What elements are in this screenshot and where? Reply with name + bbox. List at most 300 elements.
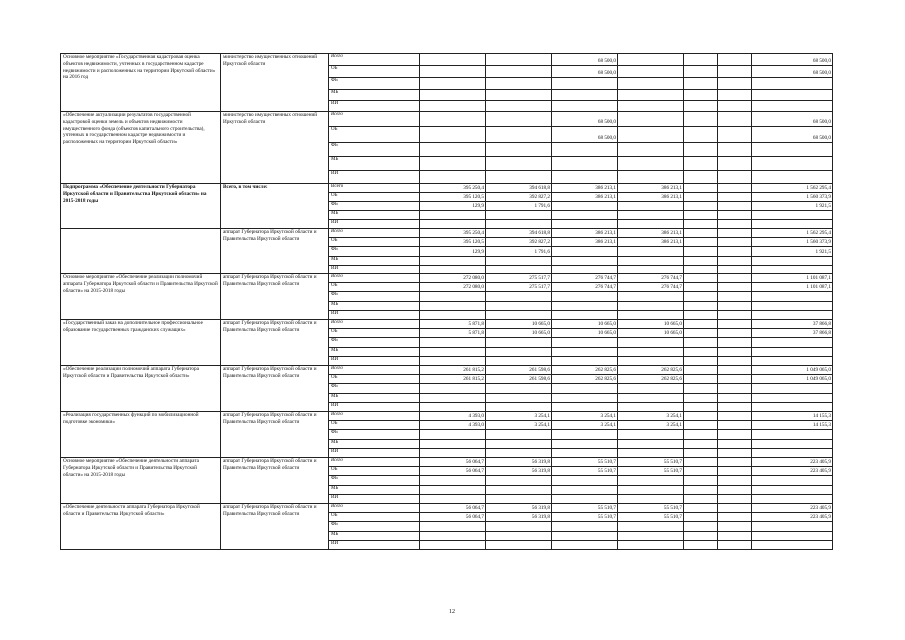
- amount-cell: [552, 157, 618, 171]
- amount-cell: [684, 54, 718, 66]
- amount-cell: [752, 157, 833, 171]
- amount-cell: [718, 90, 752, 101]
- funding-source-cell: ФБ: [329, 292, 420, 302]
- amount-cell: [752, 384, 833, 394]
- amount-cell: [684, 495, 718, 504]
- amount-cell: [420, 348, 486, 357]
- amount-cell: 3 254,1: [552, 421, 618, 430]
- funding-source-cell: Всего: [329, 504, 420, 513]
- amount-cell: [684, 394, 718, 403]
- amount-cell: 386 213,1: [552, 193, 618, 202]
- amount-cell: [718, 338, 752, 348]
- amount-cell: [684, 143, 718, 157]
- amount-cell: 1 921,5: [752, 202, 833, 211]
- amount-cell: 1 101 087,1: [752, 283, 833, 292]
- activity-title: «Обеспечение деятельности аппарата Губернатора Иркутской области и Правительства Иркутской области»: [61, 504, 221, 550]
- amount-cell: 1 791,6: [486, 247, 552, 257]
- amount-cell: [420, 430, 486, 440]
- amount-cell: [684, 412, 718, 421]
- amount-cell: [718, 211, 752, 220]
- amount-cell: [718, 193, 752, 202]
- amount-cell: [618, 449, 684, 458]
- amount-cell: 55 510,7: [552, 504, 618, 513]
- amount-cell: 223 405,9: [752, 513, 833, 522]
- activity-title: «Реализация государственных функций по мобилизационной подготовке экономики»: [61, 412, 221, 458]
- amount-cell: 275 517,7: [486, 283, 552, 292]
- amount-cell: [718, 467, 752, 476]
- amount-cell: 223 405,9: [752, 458, 833, 467]
- amount-cell: [718, 127, 752, 143]
- amount-cell: 392 827,2: [486, 238, 552, 247]
- amount-cell: [718, 329, 752, 338]
- amount-cell: [718, 366, 752, 375]
- amount-cell: [684, 513, 718, 522]
- amount-cell: [684, 504, 718, 513]
- amount-cell: [552, 220, 618, 229]
- amount-cell: 395 120,5: [420, 193, 486, 202]
- amount-cell: [420, 384, 486, 394]
- amount-cell: 223 405,9: [752, 467, 833, 476]
- amount-cell: [618, 384, 684, 394]
- funding-source-cell: ИИ: [329, 495, 420, 504]
- amount-cell: [618, 127, 684, 143]
- funding-source-cell: Всего: [329, 412, 420, 421]
- executor-cell: аппарат Губернатора Иркутской области и Правительства Иркутской области: [221, 458, 329, 504]
- funding-source-cell: МБ: [329, 90, 420, 101]
- amount-cell: 1 560 373,9: [752, 238, 833, 247]
- executor-cell: аппарат Губернатора Иркутской области и Правительства Иркутской области: [221, 320, 329, 366]
- amount-cell: [420, 486, 486, 495]
- amount-cell: [486, 476, 552, 486]
- amount-cell: 55 510,7: [618, 513, 684, 522]
- amount-cell: [486, 266, 552, 274]
- amount-cell: [486, 541, 552, 550]
- amount-cell: [420, 257, 486, 266]
- amount-cell: [684, 78, 718, 90]
- amount-cell: [552, 90, 618, 101]
- amount-cell: [618, 66, 684, 78]
- amount-cell: [618, 157, 684, 171]
- amount-cell: 275 517,7: [486, 274, 552, 283]
- amount-cell: [684, 476, 718, 486]
- amount-cell: [684, 202, 718, 211]
- amount-cell: [618, 394, 684, 403]
- amount-cell: [752, 541, 833, 550]
- amount-cell: 272 080,0: [420, 283, 486, 292]
- amount-cell: [618, 171, 684, 184]
- amount-cell: 261 815,2: [420, 375, 486, 384]
- amount-cell: [684, 329, 718, 338]
- amount-cell: [684, 320, 718, 329]
- amount-cell: [420, 522, 486, 532]
- amount-cell: 68 500,0: [552, 54, 618, 66]
- amount-cell: 10 665,0: [486, 329, 552, 338]
- amount-cell: [752, 338, 833, 348]
- amount-cell: [618, 143, 684, 157]
- amount-cell: [618, 338, 684, 348]
- amount-cell: [684, 532, 718, 541]
- amount-cell: [684, 101, 718, 112]
- amount-cell: [684, 338, 718, 348]
- amount-cell: [752, 78, 833, 90]
- table-row: [61, 274, 833, 283]
- funding-source-cell: Всего: [329, 458, 420, 467]
- amount-cell: [420, 292, 486, 302]
- amount-cell: [420, 394, 486, 403]
- amount-cell: [486, 220, 552, 229]
- amount-cell: 10 665,0: [618, 329, 684, 338]
- amount-cell: [718, 320, 752, 329]
- funding-source-cell: Всего: [329, 366, 420, 375]
- amount-cell: [684, 467, 718, 476]
- amount-cell: [684, 458, 718, 467]
- amount-cell: [752, 302, 833, 311]
- amount-cell: [684, 357, 718, 366]
- amount-cell: [718, 513, 752, 522]
- executor-cell: аппарат Губернатора Иркутской области и Правительства Иркутской области: [221, 412, 329, 458]
- funding-source-cell: ОБ: [329, 127, 420, 143]
- funding-source-cell: Всего: [329, 184, 420, 193]
- executor-cell: аппарат Губернатора Иркутской области и Правительства Иркутской области: [221, 229, 329, 274]
- amount-cell: [552, 202, 618, 211]
- amount-cell: [420, 338, 486, 348]
- amount-cell: [618, 54, 684, 66]
- funding-source-cell: МБ: [329, 211, 420, 220]
- amount-cell: [684, 266, 718, 274]
- funding-source-cell: ИИ: [329, 220, 420, 229]
- amount-cell: [718, 274, 752, 283]
- amount-cell: [684, 522, 718, 532]
- amount-cell: [752, 257, 833, 266]
- funding-source-cell: МБ: [329, 302, 420, 311]
- funding-source-cell: МБ: [329, 157, 420, 171]
- amount-cell: [718, 54, 752, 66]
- funding-source-cell: ФБ: [329, 247, 420, 257]
- amount-cell: 37 866,8: [752, 320, 833, 329]
- amount-cell: [718, 384, 752, 394]
- funding-source-cell: ИИ: [329, 171, 420, 184]
- amount-cell: 56 319,8: [486, 504, 552, 513]
- amount-cell: [486, 171, 552, 184]
- table-row: [61, 458, 833, 467]
- amount-cell: [552, 430, 618, 440]
- funding-source-cell: ФБ: [329, 338, 420, 348]
- amount-cell: [684, 403, 718, 412]
- funding-source-cell: ИИ: [329, 101, 420, 112]
- amount-cell: 10 665,0: [486, 320, 552, 329]
- amount-cell: [718, 403, 752, 412]
- amount-cell: [684, 257, 718, 266]
- amount-cell: [684, 184, 718, 193]
- amount-cell: 56 319,8: [486, 467, 552, 476]
- amount-cell: [486, 66, 552, 78]
- funding-source-cell: ИИ: [329, 541, 420, 550]
- amount-cell: 56 319,8: [486, 458, 552, 467]
- funding-source-cell: ОБ: [329, 238, 420, 247]
- amount-cell: [552, 78, 618, 90]
- amount-cell: [618, 403, 684, 412]
- amount-cell: 261 598,6: [486, 366, 552, 375]
- amount-cell: [718, 143, 752, 157]
- amount-cell: [552, 302, 618, 311]
- amount-cell: 10 665,0: [552, 320, 618, 329]
- amount-cell: [684, 211, 718, 220]
- funding-source-cell: ОБ: [329, 421, 420, 430]
- amount-cell: 5 871,8: [420, 320, 486, 329]
- amount-cell: [684, 421, 718, 430]
- table-row: [61, 54, 833, 66]
- amount-cell: 10 665,0: [618, 320, 684, 329]
- amount-cell: 386 213,1: [618, 238, 684, 247]
- amount-cell: [684, 229, 718, 238]
- amount-cell: [552, 211, 618, 220]
- amount-cell: [486, 143, 552, 157]
- amount-cell: 276 744,7: [618, 283, 684, 292]
- amount-cell: [486, 403, 552, 412]
- amount-cell: [684, 541, 718, 550]
- amount-cell: [486, 54, 552, 66]
- amount-cell: 1 921,5: [752, 247, 833, 257]
- amount-cell: [618, 202, 684, 211]
- amount-cell: 3 254,1: [486, 421, 552, 430]
- amount-cell: [752, 522, 833, 532]
- amount-cell: [752, 292, 833, 302]
- amount-cell: [752, 311, 833, 320]
- amount-cell: 129,9: [420, 247, 486, 257]
- amount-cell: 68 500,0: [752, 66, 833, 78]
- amount-cell: [718, 157, 752, 171]
- amount-cell: [552, 257, 618, 266]
- amount-cell: [684, 274, 718, 283]
- amount-cell: [752, 476, 833, 486]
- amount-cell: 395 250,4: [420, 229, 486, 238]
- amount-cell: [552, 357, 618, 366]
- amount-cell: [420, 532, 486, 541]
- amount-cell: [618, 495, 684, 504]
- amount-cell: [752, 430, 833, 440]
- amount-cell: 56 064,7: [420, 504, 486, 513]
- amount-cell: 3 254,1: [486, 412, 552, 421]
- funding-source-cell: Всего: [329, 229, 420, 238]
- amount-cell: [718, 375, 752, 384]
- amount-cell: [752, 143, 833, 157]
- amount-cell: [552, 541, 618, 550]
- amount-cell: 1 101 087,1: [752, 274, 833, 283]
- amount-cell: [486, 90, 552, 101]
- amount-cell: [718, 458, 752, 467]
- amount-cell: [420, 266, 486, 274]
- amount-cell: [752, 348, 833, 357]
- amount-cell: [718, 495, 752, 504]
- funding-source-cell: МБ: [329, 532, 420, 541]
- amount-cell: [684, 127, 718, 143]
- amount-cell: 37 866,8: [752, 329, 833, 338]
- table-body: [61, 54, 833, 550]
- amount-cell: 56 064,7: [420, 458, 486, 467]
- amount-cell: [552, 143, 618, 157]
- amount-cell: [684, 440, 718, 449]
- funding-source-cell: ФБ: [329, 143, 420, 157]
- amount-cell: [752, 403, 833, 412]
- amount-cell: [552, 449, 618, 458]
- amount-cell: [618, 522, 684, 532]
- funding-source-cell: ИИ: [329, 266, 420, 274]
- amount-cell: [618, 220, 684, 229]
- amount-cell: 386 213,1: [552, 238, 618, 247]
- amount-cell: 1 562 295,4: [752, 229, 833, 238]
- amount-cell: [752, 220, 833, 229]
- amount-cell: [618, 348, 684, 357]
- amount-cell: 272 080,0: [420, 274, 486, 283]
- amount-cell: [420, 440, 486, 449]
- amount-cell: [486, 157, 552, 171]
- amount-cell: [618, 476, 684, 486]
- funding-source-cell: ИИ: [329, 449, 420, 458]
- table-row: [61, 412, 833, 421]
- amount-cell: [618, 440, 684, 449]
- amount-cell: [420, 302, 486, 311]
- amount-cell: [684, 112, 718, 127]
- amount-cell: [486, 532, 552, 541]
- amount-cell: 276 744,7: [552, 283, 618, 292]
- amount-cell: [718, 247, 752, 257]
- amount-cell: [718, 311, 752, 320]
- funding-source-cell: Всего: [329, 54, 420, 66]
- amount-cell: [752, 90, 833, 101]
- amount-cell: 14 155,3: [752, 412, 833, 421]
- executor-cell: аппарат Губернатора Иркутской области и Правительства Иркутской области: [221, 366, 329, 412]
- amount-cell: [486, 522, 552, 532]
- amount-cell: [718, 220, 752, 229]
- amount-cell: [486, 292, 552, 302]
- amount-cell: [752, 266, 833, 274]
- amount-cell: 3 254,1: [618, 412, 684, 421]
- amount-cell: [618, 486, 684, 495]
- amount-cell: [718, 238, 752, 247]
- funding-source-cell: Всего: [329, 274, 420, 283]
- amount-cell: 386 213,1: [618, 184, 684, 193]
- funding-table: [60, 53, 833, 550]
- activity-title: «Государственный заказ на дополнительное профессиональное образование государственных гражданских служащих»: [61, 320, 221, 366]
- amount-cell: [486, 357, 552, 366]
- amount-cell: [684, 238, 718, 247]
- table-row: [61, 229, 833, 238]
- amount-cell: [718, 202, 752, 211]
- table-row: [61, 184, 833, 193]
- amount-cell: [552, 495, 618, 504]
- funding-source-cell: ОБ: [329, 283, 420, 292]
- amount-cell: 1 560 373,9: [752, 193, 833, 202]
- funding-source-cell: ОБ: [329, 513, 420, 522]
- activity-title: Подпрограмма «Обеспечение деятельности Губернатора Иркутской области и Правительства Иркутской области» на 2015-2018 годы: [61, 184, 221, 229]
- executor-cell: Всего, в том числе:: [221, 184, 329, 229]
- amount-cell: 14 155,3: [752, 421, 833, 430]
- executor-cell: министерство имущественных отношений Иркутской области: [221, 54, 329, 112]
- amount-cell: 55 510,7: [552, 458, 618, 467]
- funding-source-cell: ОБ: [329, 375, 420, 384]
- amount-cell: [618, 90, 684, 101]
- amount-cell: [552, 292, 618, 302]
- amount-cell: 262 825,6: [552, 366, 618, 375]
- amount-cell: [684, 311, 718, 320]
- amount-cell: [718, 292, 752, 302]
- executor-cell: аппарат Губернатора Иркутской области и Правительства Иркутской области: [221, 274, 329, 320]
- amount-cell: [684, 171, 718, 184]
- amount-cell: [552, 522, 618, 532]
- page-number: 12: [449, 609, 455, 615]
- executor-cell: министерство имущественных отношений Иркутской области: [221, 112, 329, 184]
- amount-cell: 55 510,7: [618, 504, 684, 513]
- amount-cell: [486, 338, 552, 348]
- amount-cell: [618, 292, 684, 302]
- amount-cell: [552, 403, 618, 412]
- amount-cell: 386 213,1: [618, 193, 684, 202]
- amount-cell: [684, 283, 718, 292]
- amount-cell: [486, 394, 552, 403]
- amount-cell: [752, 449, 833, 458]
- amount-cell: [684, 157, 718, 171]
- amount-cell: [684, 375, 718, 384]
- amount-cell: 1 562 295,4: [752, 184, 833, 193]
- funding-source-cell: МБ: [329, 440, 420, 449]
- amount-cell: [420, 220, 486, 229]
- amount-cell: 68 500,0: [752, 54, 833, 66]
- amount-cell: [718, 266, 752, 274]
- amount-cell: 394 618,8: [486, 184, 552, 193]
- funding-source-cell: МБ: [329, 348, 420, 357]
- amount-cell: [552, 348, 618, 357]
- activity-title: Основное мероприятие «Обеспечение реализации полномочий аппарата Губернатора Иркутской области и Правительства Иркутской области» на 2015-2018 годы: [61, 274, 221, 320]
- funding-source-cell: ИИ: [329, 403, 420, 412]
- amount-cell: 262 825,6: [618, 366, 684, 375]
- amount-cell: [618, 532, 684, 541]
- amount-cell: [718, 348, 752, 357]
- amount-cell: [752, 486, 833, 495]
- amount-cell: [552, 476, 618, 486]
- amount-cell: [718, 283, 752, 292]
- amount-cell: 4 393,0: [420, 421, 486, 430]
- amount-cell: [552, 486, 618, 495]
- funding-source-cell: ИИ: [329, 311, 420, 320]
- amount-cell: [752, 171, 833, 184]
- amount-cell: [752, 211, 833, 220]
- amount-cell: [618, 101, 684, 112]
- amount-cell: 68 500,0: [552, 127, 618, 143]
- amount-cell: [718, 171, 752, 184]
- amount-cell: [618, 247, 684, 257]
- amount-cell: [486, 302, 552, 311]
- amount-cell: [618, 257, 684, 266]
- table-row: [61, 504, 833, 513]
- amount-cell: [420, 311, 486, 320]
- amount-cell: [718, 440, 752, 449]
- amount-cell: [486, 486, 552, 495]
- executor-cell: аппарат Губернатора Иркутской области и Правительства Иркутской области: [221, 504, 329, 550]
- amount-cell: 386 213,1: [618, 229, 684, 238]
- amount-cell: 68 500,0: [752, 112, 833, 127]
- amount-cell: [420, 403, 486, 412]
- funding-source-cell: ФБ: [329, 202, 420, 211]
- amount-cell: [486, 311, 552, 320]
- amount-cell: [752, 532, 833, 541]
- amount-cell: [684, 366, 718, 375]
- amount-cell: [552, 394, 618, 403]
- amount-cell: [486, 430, 552, 440]
- amount-cell: [718, 394, 752, 403]
- amount-cell: [718, 112, 752, 127]
- funding-source-cell: ОБ: [329, 66, 420, 78]
- amount-cell: [420, 357, 486, 366]
